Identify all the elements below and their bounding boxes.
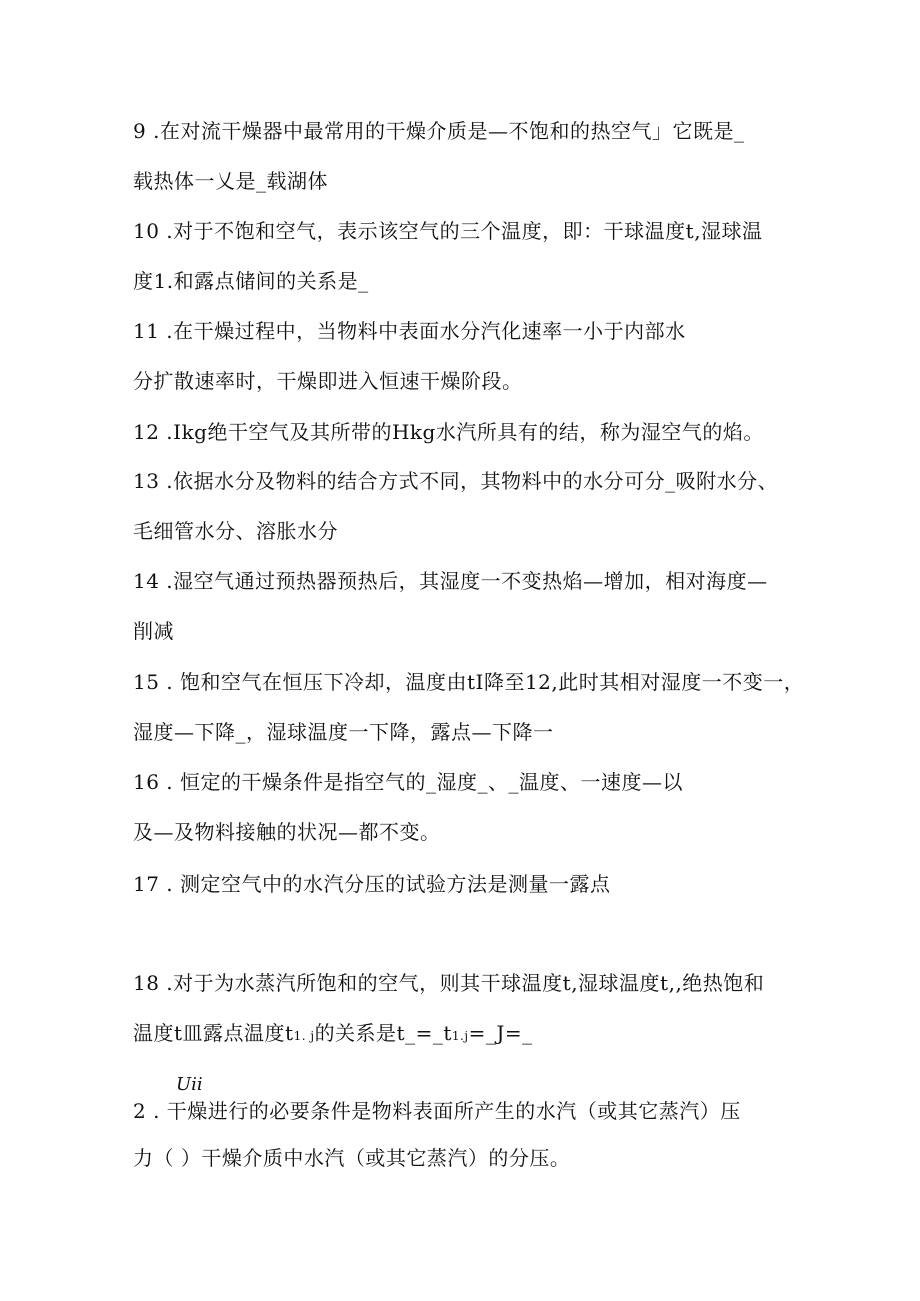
- question-13-line-2: 毛细管水分、溶胀水分: [133, 519, 338, 543]
- question-9-line-1: 9 .在对流干燥器中最常用的干燥介质是—不饱和的热空气」它既是_: [133, 119, 745, 143]
- question-15-line-1: 15 . 饱和空气在恒压下冷却，温度由tI降至12,此时其相对湿度一不变一，: [133, 670, 805, 694]
- question-11-line-2: 分扩散速率时，干燥即进入恒速干燥阶段。: [133, 369, 523, 393]
- question-2-line-1: 2 . 干燥进行的必要条件是物料表面所产生的水汽（或其它蒸汽）压: [133, 1099, 741, 1123]
- question-11-line-1: 11 .在干燥过程中，当物料中表面水分汽化速率一小于内部水: [133, 319, 686, 343]
- question-18-subscript-a: 1. j: [293, 1029, 315, 1043]
- question-16-line-2: 及—及物料接触的状况—都不变。: [133, 820, 441, 844]
- question-16-line-1: 16 . 恒定的干燥条件是指空气的_湿度_、_温度、一速度—以: [133, 770, 684, 794]
- stray-note: Uii: [176, 1074, 203, 1095]
- question-18-subscript-b: 1.j: [451, 1029, 469, 1043]
- question-12-line-1: 12 .Ikg绝干空气及其所带的Hkg水汽所具有的结，称为湿空气的焰。: [133, 420, 764, 444]
- question-18-text-b: 的关系是t_=_t: [314, 1021, 452, 1045]
- question-2-line-2: 力（ ）干燥介质中水汽（或其它蒸汽）的分压。: [133, 1146, 571, 1170]
- question-9-line-2: 载热体一乂是_载湖体: [133, 169, 328, 193]
- question-18-line-2: [133, 1019, 533, 1050]
- question-14-line-2: 削减: [133, 619, 174, 643]
- question-18-text-c: =_J=_: [468, 1021, 533, 1045]
- question-17-line-1: 17 . 测定空气中的水汽分压的试验方法是测量一露点: [133, 872, 611, 896]
- question-10-line-1: 10 .对于不饱和空气，表示该空气的三个温度，即：干球温度t,湿球温: [133, 219, 763, 243]
- question-18-text-a: 温度t皿露点温度t: [133, 1021, 294, 1045]
- question-13-line-1: 13 .依据水分及物料的结合方式不同，其物料中的水分可分_吸附水分、: [133, 469, 779, 493]
- question-10-line-2: 度1.和露点储间的关系是_: [133, 269, 369, 293]
- question-15-line-2: 湿度—下降_，湿球温度一下降，露点—下降一: [133, 720, 554, 744]
- question-14-line-1: 14 .湿空气通过预热器预热后，其湿度一不变热焰—增加，相对海度—: [133, 569, 768, 593]
- question-18-line-1: 18 .对于为水蒸汽所饱和的空气，则其干球温度t,湿球温度t,,绝热饱和: [133, 971, 765, 995]
